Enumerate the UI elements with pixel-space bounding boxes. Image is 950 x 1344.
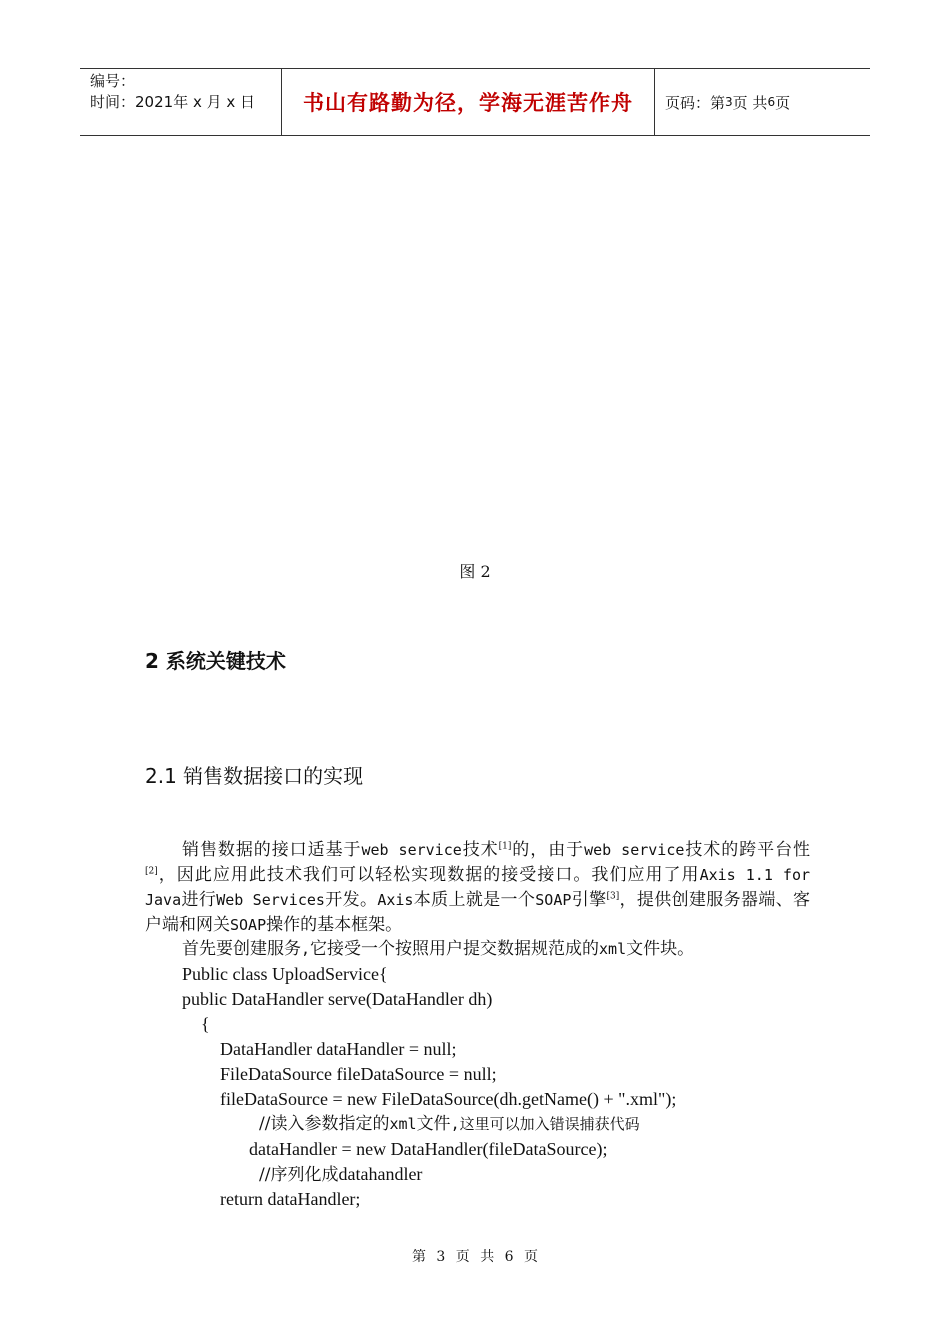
code-line: return dataHandler; (220, 1189, 361, 1209)
text-run: 开发。 (324, 890, 378, 910)
text-run: datahandler (338, 1164, 423, 1184)
page-prefix: 页码：第 (665, 93, 726, 112)
code-comment-line (259, 1162, 422, 1187)
citation-ref: [2] (145, 866, 158, 877)
time-rest: 年 x 月 x 日 (173, 93, 256, 111)
text-run: 它接受一个按照用户提交数据规范成的 (310, 939, 600, 959)
time-line (90, 92, 281, 113)
citation-ref: [3] (606, 891, 620, 902)
figure-caption: 图 2 (459, 562, 491, 581)
text-run: 操作的基本框架。 (266, 915, 403, 935)
text-run: 文件块。 (626, 939, 695, 959)
text-run: 技术 (461, 840, 499, 860)
text-run: ，提供创建服务器端、客户端和网关 (145, 890, 811, 935)
time-label: 时间： (90, 93, 136, 111)
text-run: 文件 (416, 1114, 451, 1134)
text-run: ,这里可以加入错误捕获代码 (450, 1115, 640, 1133)
text-run: 的，由于 (511, 840, 585, 860)
code-line: FileDataSource fileDataSource = null; (220, 1064, 497, 1084)
citation-ref: [1] (498, 841, 512, 852)
text-run: Axis 1.1 for Java (145, 866, 811, 909)
subsection-heading: 2.1 销售数据接口的实现 (145, 764, 364, 788)
code-line: DataHandler dataHandler = null; (220, 1039, 457, 1059)
code-line: Public class UploadService{ (182, 964, 388, 984)
text-run: ，因此应用此技术我们可以轻松实现数据的接受接口。我们应用了用 (157, 865, 700, 885)
page-total: 6 (767, 95, 776, 109)
text-run: 引擎 (571, 890, 607, 910)
text-run: xml (599, 940, 627, 958)
text-run: , (301, 940, 311, 958)
header-page-number (655, 69, 870, 135)
text-run: 进行 (181, 890, 217, 910)
header-motto: 书山有路勤为径，学海无涯苦作舟 (282, 69, 655, 135)
number-label: 编号： (90, 72, 136, 90)
text-run: xml (389, 1115, 417, 1133)
text-run: 首先要创建服务 (182, 939, 301, 959)
section-heading: 2 系统关键技术 (145, 649, 286, 673)
text-run: //读入参数指定的 (259, 1114, 390, 1134)
page-footer: 第 3 页 共 6 页 (411, 1249, 539, 1265)
page-middle: 页 共 (732, 93, 768, 112)
code-line: dataHandler = new DataHandler(fileDataSource); (249, 1139, 608, 1159)
text-run: web service (361, 841, 462, 859)
time-year: 2021 (135, 93, 174, 111)
page-suffix: 页 (775, 93, 791, 112)
body-paragraph-2 (182, 937, 694, 961)
header-meta (80, 69, 282, 135)
text-run: 销售数据的接口适基于 (182, 840, 362, 860)
code-line: fileDataSource = new FileDataSource(dh.getName() + ".xml"); (220, 1089, 677, 1109)
text-run: Axis (377, 891, 414, 909)
body-paragraph (145, 838, 810, 938)
text-run: Web Services (216, 891, 325, 909)
code-line: public DataHandler serve(DataHandler dh) (182, 989, 493, 1009)
page-header (80, 68, 870, 136)
text-run: SOAP (535, 891, 572, 909)
text-run: SOAP (230, 916, 267, 934)
code-line: { (201, 1014, 210, 1034)
code-comment-line (259, 1112, 640, 1136)
page-current: 3 (725, 95, 733, 109)
text-run: 技术的跨平台性 (684, 840, 811, 860)
text-run: web service (584, 841, 685, 859)
text-run: //序列化成 (259, 1165, 339, 1185)
text-run: 本质上就是一个 (413, 890, 536, 910)
